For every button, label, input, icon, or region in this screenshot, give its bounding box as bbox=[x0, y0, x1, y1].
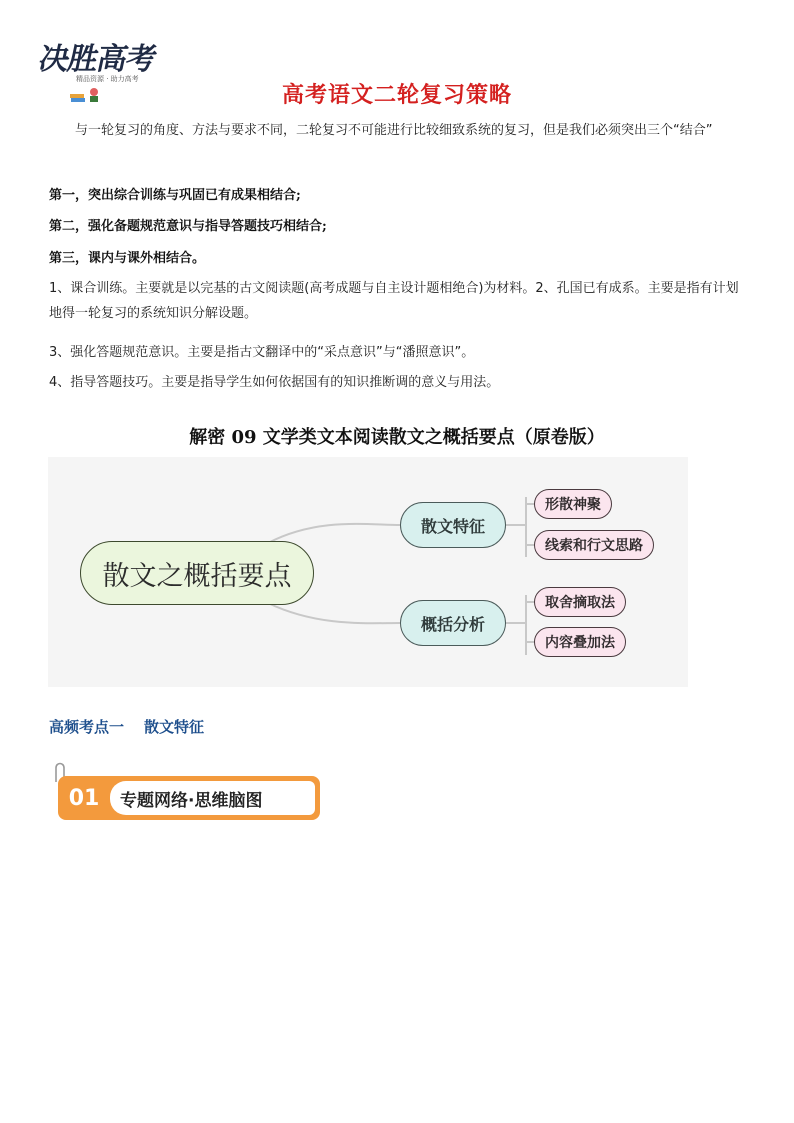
detail-3: 4、指导答题技巧。主要是指导学生如何依据国有的知识推断调的意义与用法。 bbox=[49, 375, 500, 390]
branch-gaikuo-fenxi: 概括分析 bbox=[400, 600, 506, 646]
point-3: 第三，课内与课外相结合。 bbox=[49, 251, 206, 266]
hf-topic: 散文特征 bbox=[144, 718, 205, 736]
detail-1: 1、课合训练。主要就是以完基的古文阅读题(高考成题与自主设计题相绝合)为材料。2、孔国已有成系。主要是指有计划地得一轮复习的系统知识分解设题。 bbox=[49, 281, 739, 321]
logo-subtitle: 精品资源 · 助力高考 bbox=[76, 75, 139, 83]
logo-text: 决胜高考 bbox=[35, 42, 159, 77]
point-2: 第二，强化备题规范意识与指导答题技巧相结合; bbox=[49, 219, 327, 234]
page-title: 高考语文二轮复习策略 bbox=[281, 83, 512, 108]
banner-label: 专题网络·思维脑图 bbox=[110, 781, 315, 815]
leaf-xiansuo: 线索和行文思路 bbox=[534, 530, 654, 560]
leaf-neirong-diejia: 内容叠加法 bbox=[534, 627, 626, 657]
detail-2: 3、强化答题规范意识。主要是指古文翻译中的“采点意识”与“潘照意识”。 bbox=[49, 345, 475, 360]
intro-paragraph: 与一轮复习的角度、方法与要求不同，二轮复习不可能进行比较细致系统的复习，但是我们必须突出三个“结合” bbox=[75, 123, 713, 138]
banner-number: 01 bbox=[68, 785, 100, 811]
hf-label: 高频考点一 bbox=[49, 718, 125, 736]
branch-sanwen-tezheng: 散文特征 bbox=[400, 502, 506, 548]
section-title: 解密 09 文学类文本阅读散文之概括要点（原卷版） bbox=[189, 427, 605, 448]
point-1: 第一，突出综合训练与巩固已有成果相结合; bbox=[49, 188, 301, 203]
mind-map bbox=[48, 457, 688, 687]
leaf-xingsan-shenju: 形散神聚 bbox=[534, 489, 612, 519]
section-banner bbox=[52, 760, 322, 824]
leaf-qushe: 取舍摘取法 bbox=[534, 587, 626, 617]
mind-map-root: 散文之概括要点 bbox=[80, 541, 314, 605]
high-frequency-heading bbox=[49, 716, 204, 737]
